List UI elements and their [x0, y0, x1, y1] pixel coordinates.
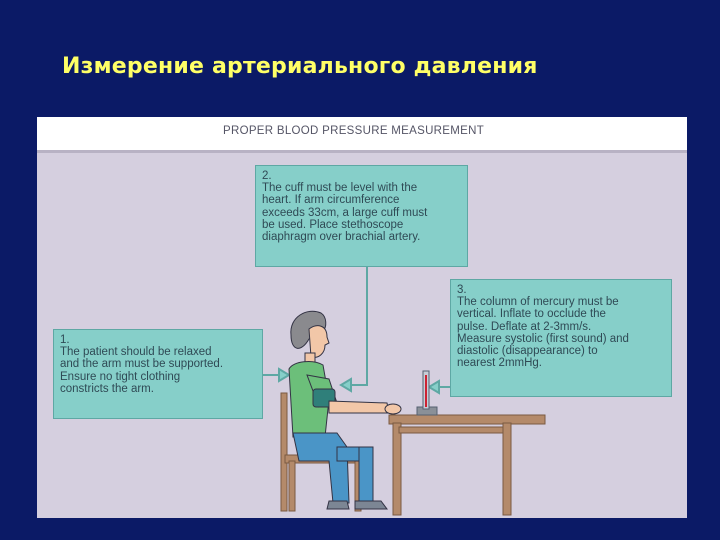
callout-pointer-2 — [341, 267, 367, 391]
callout-1-text: The patient should be relaxed and the arm must be supported. Ensure no tight clothing constricts the arm. — [60, 346, 224, 395]
callout-3-number: 3. — [457, 284, 467, 296]
callout-3-text: The column of mercury must be vertical. Inflate to occlude the pulse. Deflate at 2-3mm/s. Measure systolic (first sound) and diastolic (disappearance) to nearest 2mmHg. — [457, 296, 629, 370]
table — [389, 415, 545, 515]
figure-title: PROPER BLOOD PRESSURE MEASUREMENT — [223, 125, 485, 137]
callout-2-number: 2. — [262, 170, 272, 182]
mercury-column — [417, 371, 437, 415]
callout-3 — [450, 279, 672, 397]
patient-figure — [289, 311, 401, 509]
callout-1 — [53, 329, 263, 419]
slide-title: Измерение артериального давления — [62, 54, 538, 79]
callout-pointer-1 — [263, 369, 289, 381]
callout-2-text: The cuff must be level with the heart. If arm circumference exceeds 33cm, a large cuff must be used. Place stethoscope diaphragm over brachial artery. — [262, 182, 428, 244]
callout-2 — [255, 165, 468, 267]
callout-1-number: 1. — [60, 334, 70, 346]
blood-pressure-figure — [37, 117, 687, 518]
